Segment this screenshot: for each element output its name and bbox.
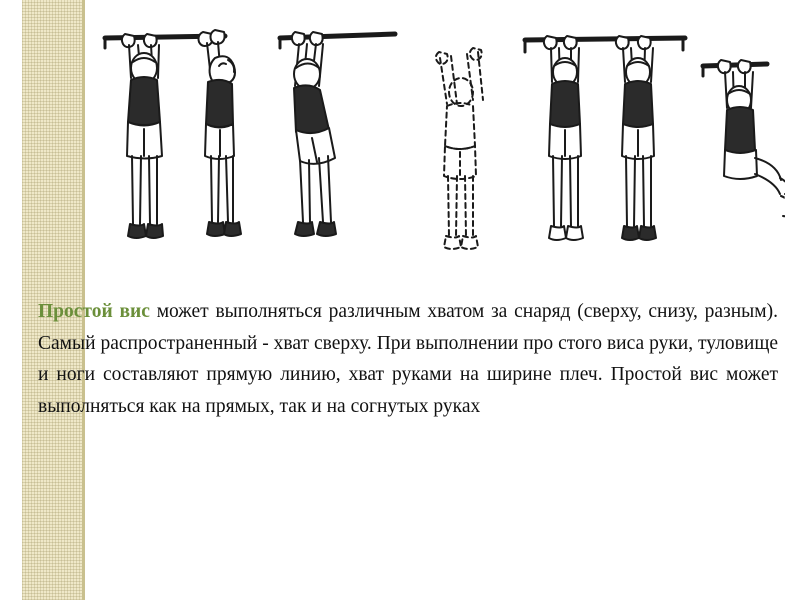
body-paragraph bbox=[38, 296, 778, 422]
body-text: может выполняться различным хватом за снаряд (сверху, снизу, разным). Самый распространенный - хват сверху. При выполнении про стого виса руки, туловище и ноги составляют прямую линию, хват руками на ширине плеч. Простой вис может выполняться как на прямых, так и на согнутых руках bbox=[38, 301, 778, 417]
illustration-svg bbox=[95, 8, 785, 283]
figure-hang-tucked bbox=[703, 60, 785, 216]
lead-term: Простой вис bbox=[38, 301, 150, 322]
left-margin-white bbox=[0, 0, 22, 600]
hanging-exercises-illustration bbox=[95, 8, 785, 283]
figure-hang-front-c bbox=[616, 36, 656, 240]
figure-hang-side bbox=[199, 30, 242, 236]
slide-body-text bbox=[38, 296, 778, 422]
figure-outline-dashed bbox=[436, 48, 483, 249]
figure-hang-bent bbox=[280, 32, 395, 236]
figure-hang-front-b bbox=[544, 36, 583, 240]
